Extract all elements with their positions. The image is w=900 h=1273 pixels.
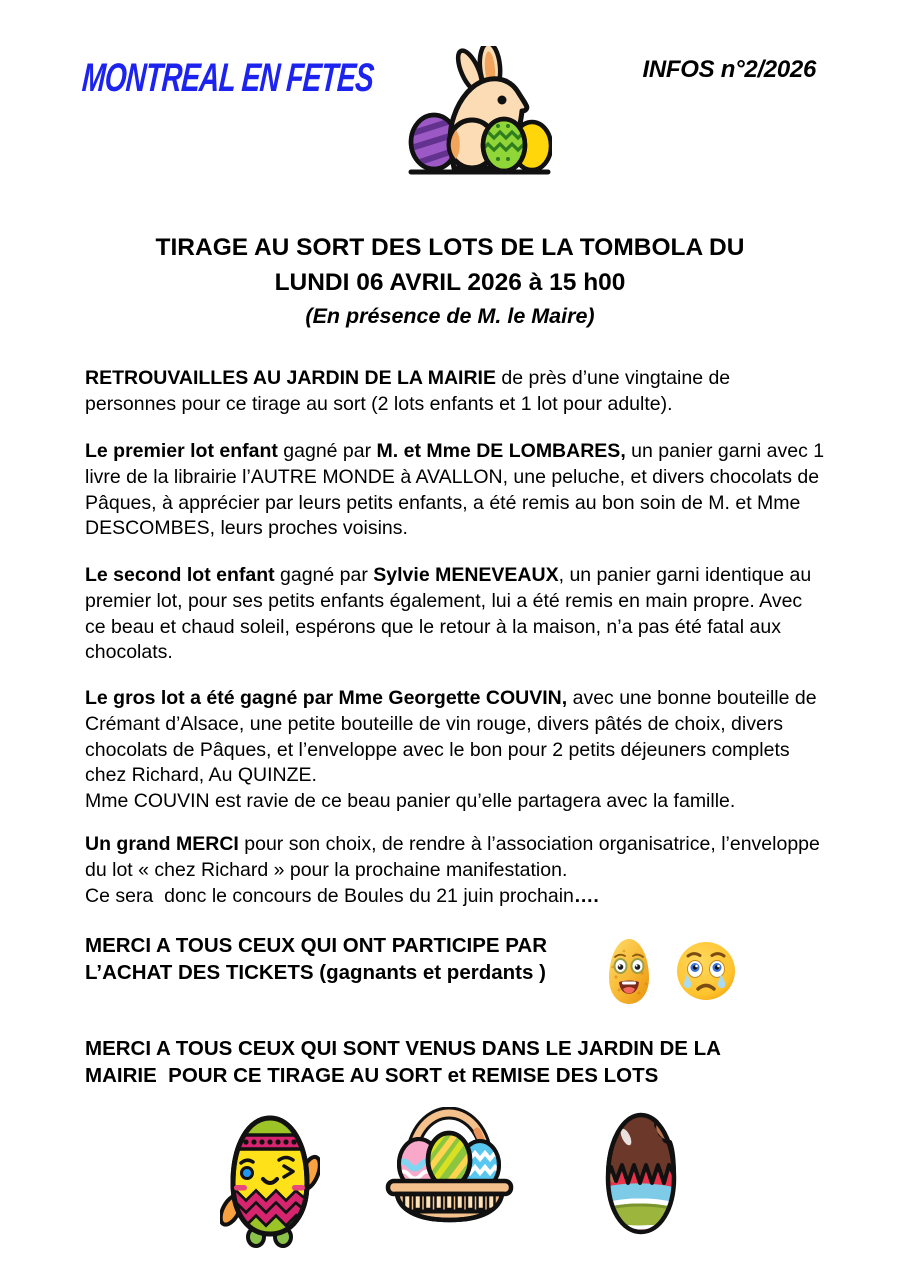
paragraph-premier-lot [85, 439, 830, 542]
text-run: , un panier garni identique au premier lot, pour ses petits enfants également, lui a été remis en main propre. Avec ce beau et chaud soleil, espérons que le retour à la maison, n’a pas été fatal aux chocolats. [85, 564, 817, 664]
bold-run: RETROUVAILLES AU JARDIN DE LA MAIRIE [85, 367, 496, 389]
text-run: gagné par [277, 440, 377, 462]
text-run: pour son choix, de rendre à l’association organisatrice, l’enveloppe du lot « chez Richard » pour la prochaine manifestation. Ce sera donc le concours de Boules du 21 juin prochain [85, 833, 820, 907]
bold-run: …. [573, 884, 599, 907]
brand-title: MONTREAL EN FETES [80, 56, 375, 100]
crying-face-emoji [675, 940, 737, 1002]
title-line-1: TIRAGE AU SORT DES LOTS DE LA TOMBOLA DU [155, 234, 745, 261]
bold-run: Le gros lot a été gagné par Mme Georgette COUVIN, [85, 687, 568, 709]
paragraph-gros-lot [85, 686, 825, 815]
easter-egg-basket [382, 1107, 517, 1225]
paragraph-retrouvailles [85, 366, 825, 418]
text-run: un panier garni avec 1 livre de la librairie l’AUTRE MONDE à AVALLON, une peluche, et divers chocolats de Pâques, à apprécier par leurs petits enfants, a été remis au bon soin de M. et Mme DESCOMBES, leurs proches voisins. [85, 440, 830, 540]
issue-number: INFOS n°2/2026 [642, 56, 816, 83]
paragraph-second-lot [85, 563, 825, 666]
bold-run: M. et Mme DE LOMBARES, [376, 440, 626, 462]
text-run: avec une bonne bouteille de Crémant d’Alsace, une petite bouteille de vin rouge, divers pâtés de choix, divers chocolats de Pâques, et l’enveloppe avec le bon pour 2 petits déjeuners complets chez Richard, Au QUINZE. Mme COUVIN est ravie de ce beau panier qu’elle partagera avec la famille. [85, 687, 817, 813]
title-subtitle: (En présence de M. le Maire) [305, 304, 595, 328]
bold-run: Le premier lot enfant [85, 440, 278, 462]
text-run: de près d’une vingtaine de personnes pour ce tirage au sort (2 lots enfants et 1 lot pour adulte). [85, 367, 736, 415]
paragraph-grand-merci [85, 832, 825, 909]
merci-visitors-text: MERCI A TOUS CEUX QUI SONT VENUS DANS LE JARDIN DE LA MAIRIE POUR CE TIRAGE AU SORT et REMISE DES LOTS [85, 1037, 721, 1087]
happy-egg-emoji [604, 937, 654, 1007]
title-line-2: LUNDI 06 AVRIL 2026 à 15 h00 [274, 268, 626, 296]
bold-run: Le second lot enfant [85, 564, 275, 586]
bold-run: Sylvie MENEVEAUX [373, 564, 559, 586]
bitten-chocolate-egg [595, 1111, 687, 1237]
easter-bunny-with-eggs-icon [402, 46, 552, 178]
winking-easter-egg-character [220, 1113, 320, 1248]
document-title [0, 231, 900, 332]
text-run: gagné par [274, 564, 374, 586]
bold-run: Un grand MERCI [85, 833, 239, 855]
merci-participants-text: MERCI A TOUS CEUX QUI ONT PARTICIPE PAR L’ACHAT DES TICKETS (gagnants et perdants ) [85, 934, 548, 984]
